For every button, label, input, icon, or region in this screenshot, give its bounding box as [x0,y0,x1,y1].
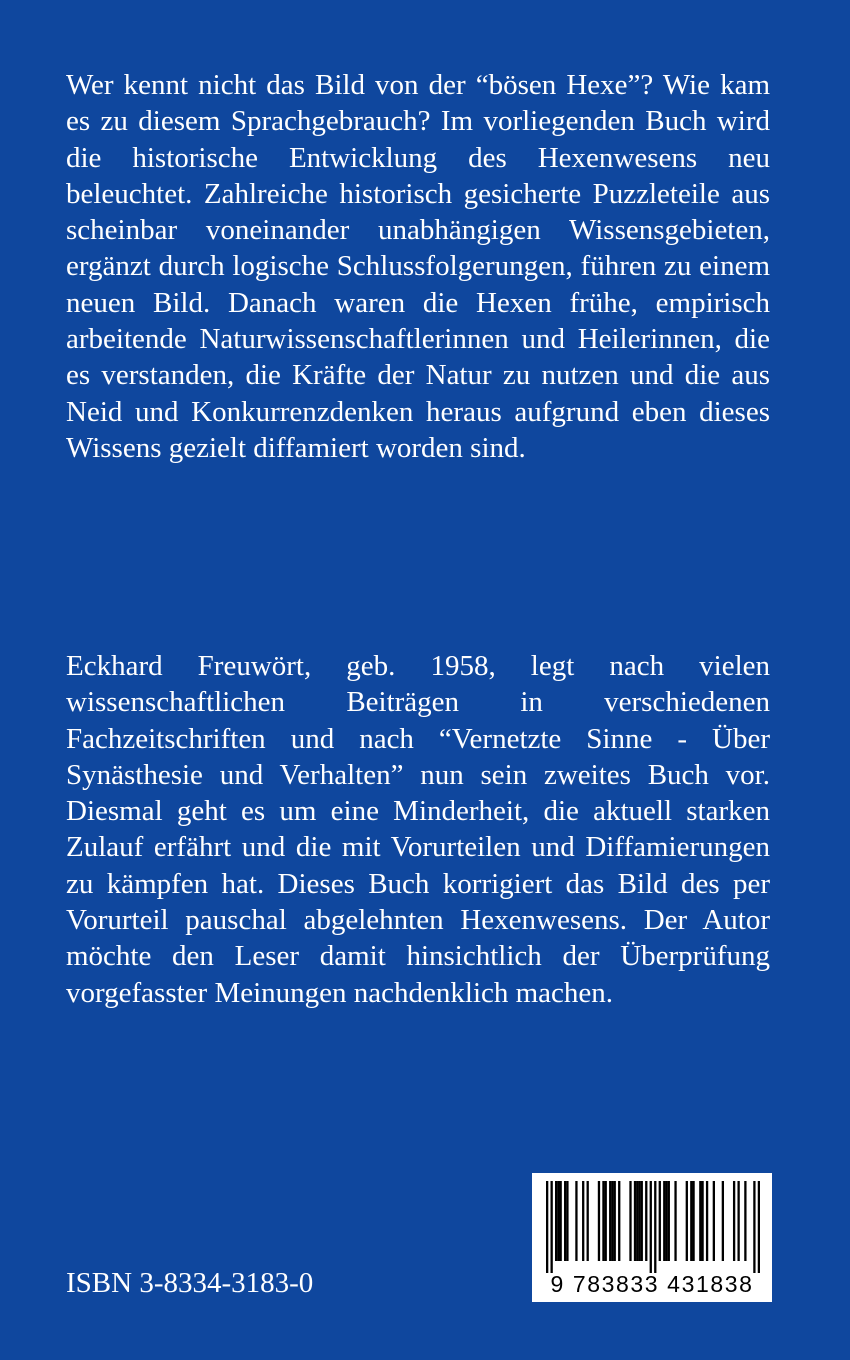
barcode-bar [737,1181,739,1261]
barcode-bar [686,1181,688,1261]
barcode-bar [629,1181,631,1261]
barcode-bar [701,1181,703,1261]
barcode-bar [605,1181,607,1261]
barcode-bar [713,1181,715,1261]
author-bio-paragraph: Eckhard Freuwört, geb. 1958, legt nach vielen wissenschaftlichen Beiträgen in verschiedenen Fachzeitschriften und nach “Vernetzte Sinne - Über Synästhesie und Verhalten” nun sein zweites Buch vor. Diesmal geht es um eine Minderheit, die aktuell starken Zulauf erfährt und die mit Vorurteilen und Diffamierungen zu kämpfen hat. Dieses Buch korrigiert das Bild des per Vorurteil pauschal abgelehnten Hexenwesens. Der Autor möchte den Leser damit hinsichtlich der Überprüfung vorgefasster Meinungen nachdenklich machen. [66,650,770,1009]
barcode [532,1173,772,1302]
barcode-digits: 9 783833 431838 [550,1271,754,1297]
barcode-bar [674,1181,676,1261]
barcode-bar [566,1181,568,1261]
barcode-bar [555,1181,557,1261]
barcode-bar [609,1181,611,1261]
barcode-bar [668,1181,670,1261]
barcode-bar [614,1181,616,1261]
barcode-bar [722,1181,724,1261]
barcode-bar [665,1181,667,1261]
barcode-bar [744,1181,746,1261]
barcode-bar [645,1181,647,1261]
barcode-guard-bar [551,1181,553,1273]
barcode-bar [560,1181,562,1261]
barcode-bar [618,1181,620,1261]
isbn-label: ISBN 3-8334-3183-0 [66,1267,314,1299]
barcode-bar [575,1181,577,1261]
barcode-bar [582,1181,584,1261]
barcode-bar [602,1181,604,1261]
barcode-bars [546,1181,760,1273]
barcode-bar [699,1181,701,1261]
barcode-guard-bar [650,1181,652,1273]
barcode-guard-bar [753,1181,755,1273]
barcode-bar [598,1181,600,1261]
barcode-bar [557,1181,559,1261]
barcode-bar [634,1181,636,1261]
barcode-bar [638,1181,640,1261]
barcode-guard-bar [546,1181,548,1273]
barcode-guard-bar [654,1181,656,1273]
barcode-bar [564,1181,566,1261]
barcode-bar [636,1181,638,1261]
barcode-bar [611,1181,613,1261]
barcode-bar [733,1181,735,1261]
barcode-bar [659,1181,661,1261]
barcode-bar [706,1181,708,1261]
barcode-bar [692,1181,694,1261]
barcode-guard-bar [758,1181,760,1273]
barcode-bar [587,1181,589,1261]
barcode-bar [641,1181,643,1261]
barcode-bar [690,1181,692,1261]
barcode-bar [663,1181,665,1261]
blurb-paragraph: Wer kennt nicht das Bild von der “bösen Hexe”? Wie kam es zu diesem Sprachgebrauch? Im vorliegenden Buch wird die historische Entwicklung des Hexenwesens neu beleuchtet. Zahlreiche historisch gesicherte Puzzleteile aus scheinbar voneinander unabhängigen Wissensgebieten, ergänzt durch logische Schlussfolgerungen, führen zu einem neuen Bild. Danach waren die Hexen frühe, empirisch arbeitende Naturwissenschaftlerinnen und Heilerinnen, die es verstanden, die Kräfte der Natur zu nutzen und die aus Neid und Konkurrenzdenken heraus aufgrund eben dieses Wissens gezielt diffamiert worden sind. [66,69,770,464]
